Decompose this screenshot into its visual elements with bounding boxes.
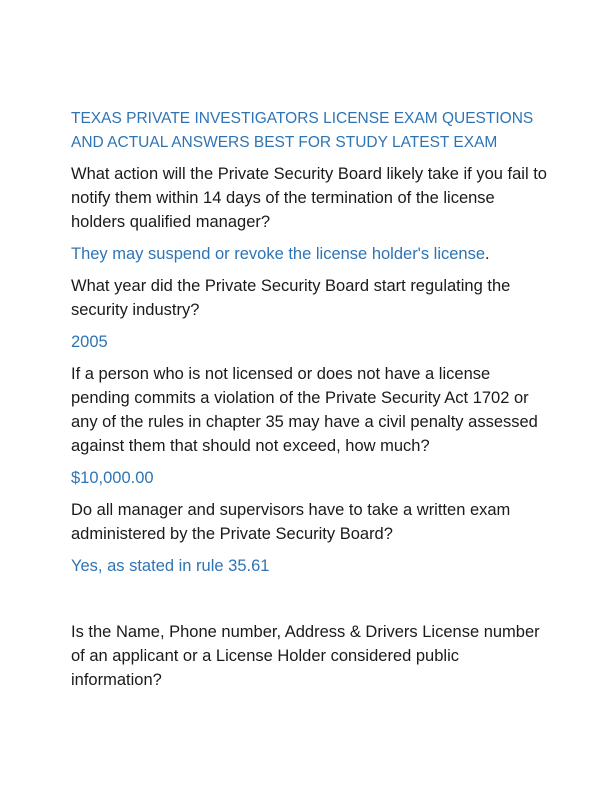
question-4: Do all manager and supervisors have to take a written exam administered by the Private Security Board? bbox=[71, 501, 511, 543]
document-title: TEXAS PRIVATE INVESTIGATORS LICENSE EXAM QUESTIONS AND ACTUAL ANSWERS BEST FOR STUDY LATEST EXAM bbox=[71, 110, 534, 151]
document-page bbox=[71, 107, 551, 700]
answer-1 bbox=[71, 242, 551, 266]
question-1: What action will the Private Security Board likely take if you fail to notify them within 14 days of the termination of the license holders qualified manager? bbox=[71, 165, 547, 231]
answer-2: 2005 bbox=[71, 333, 108, 351]
answer-4: Yes, as stated in rule 35.61 bbox=[71, 557, 270, 575]
question-3: If a person who is not licensed or does not have a license pending commits a violation of the Private Security Act 1702 or any of the rules in chapter 35 may have a civil penalty assessed against them that should not exceed, how much? bbox=[71, 365, 538, 455]
answer-3: $10,000.00 bbox=[71, 469, 154, 487]
answer-1-text: They may suspend or revoke the license holder's license bbox=[71, 245, 486, 263]
answer-1-period: . bbox=[485, 245, 490, 263]
section-gap bbox=[71, 586, 551, 620]
question-5: Is the Name, Phone number, Address & Drivers License number of an applicant or a License Holder considered public information? bbox=[71, 623, 540, 689]
question-2: What year did the Private Security Board start regulating the security industry? bbox=[71, 277, 511, 319]
